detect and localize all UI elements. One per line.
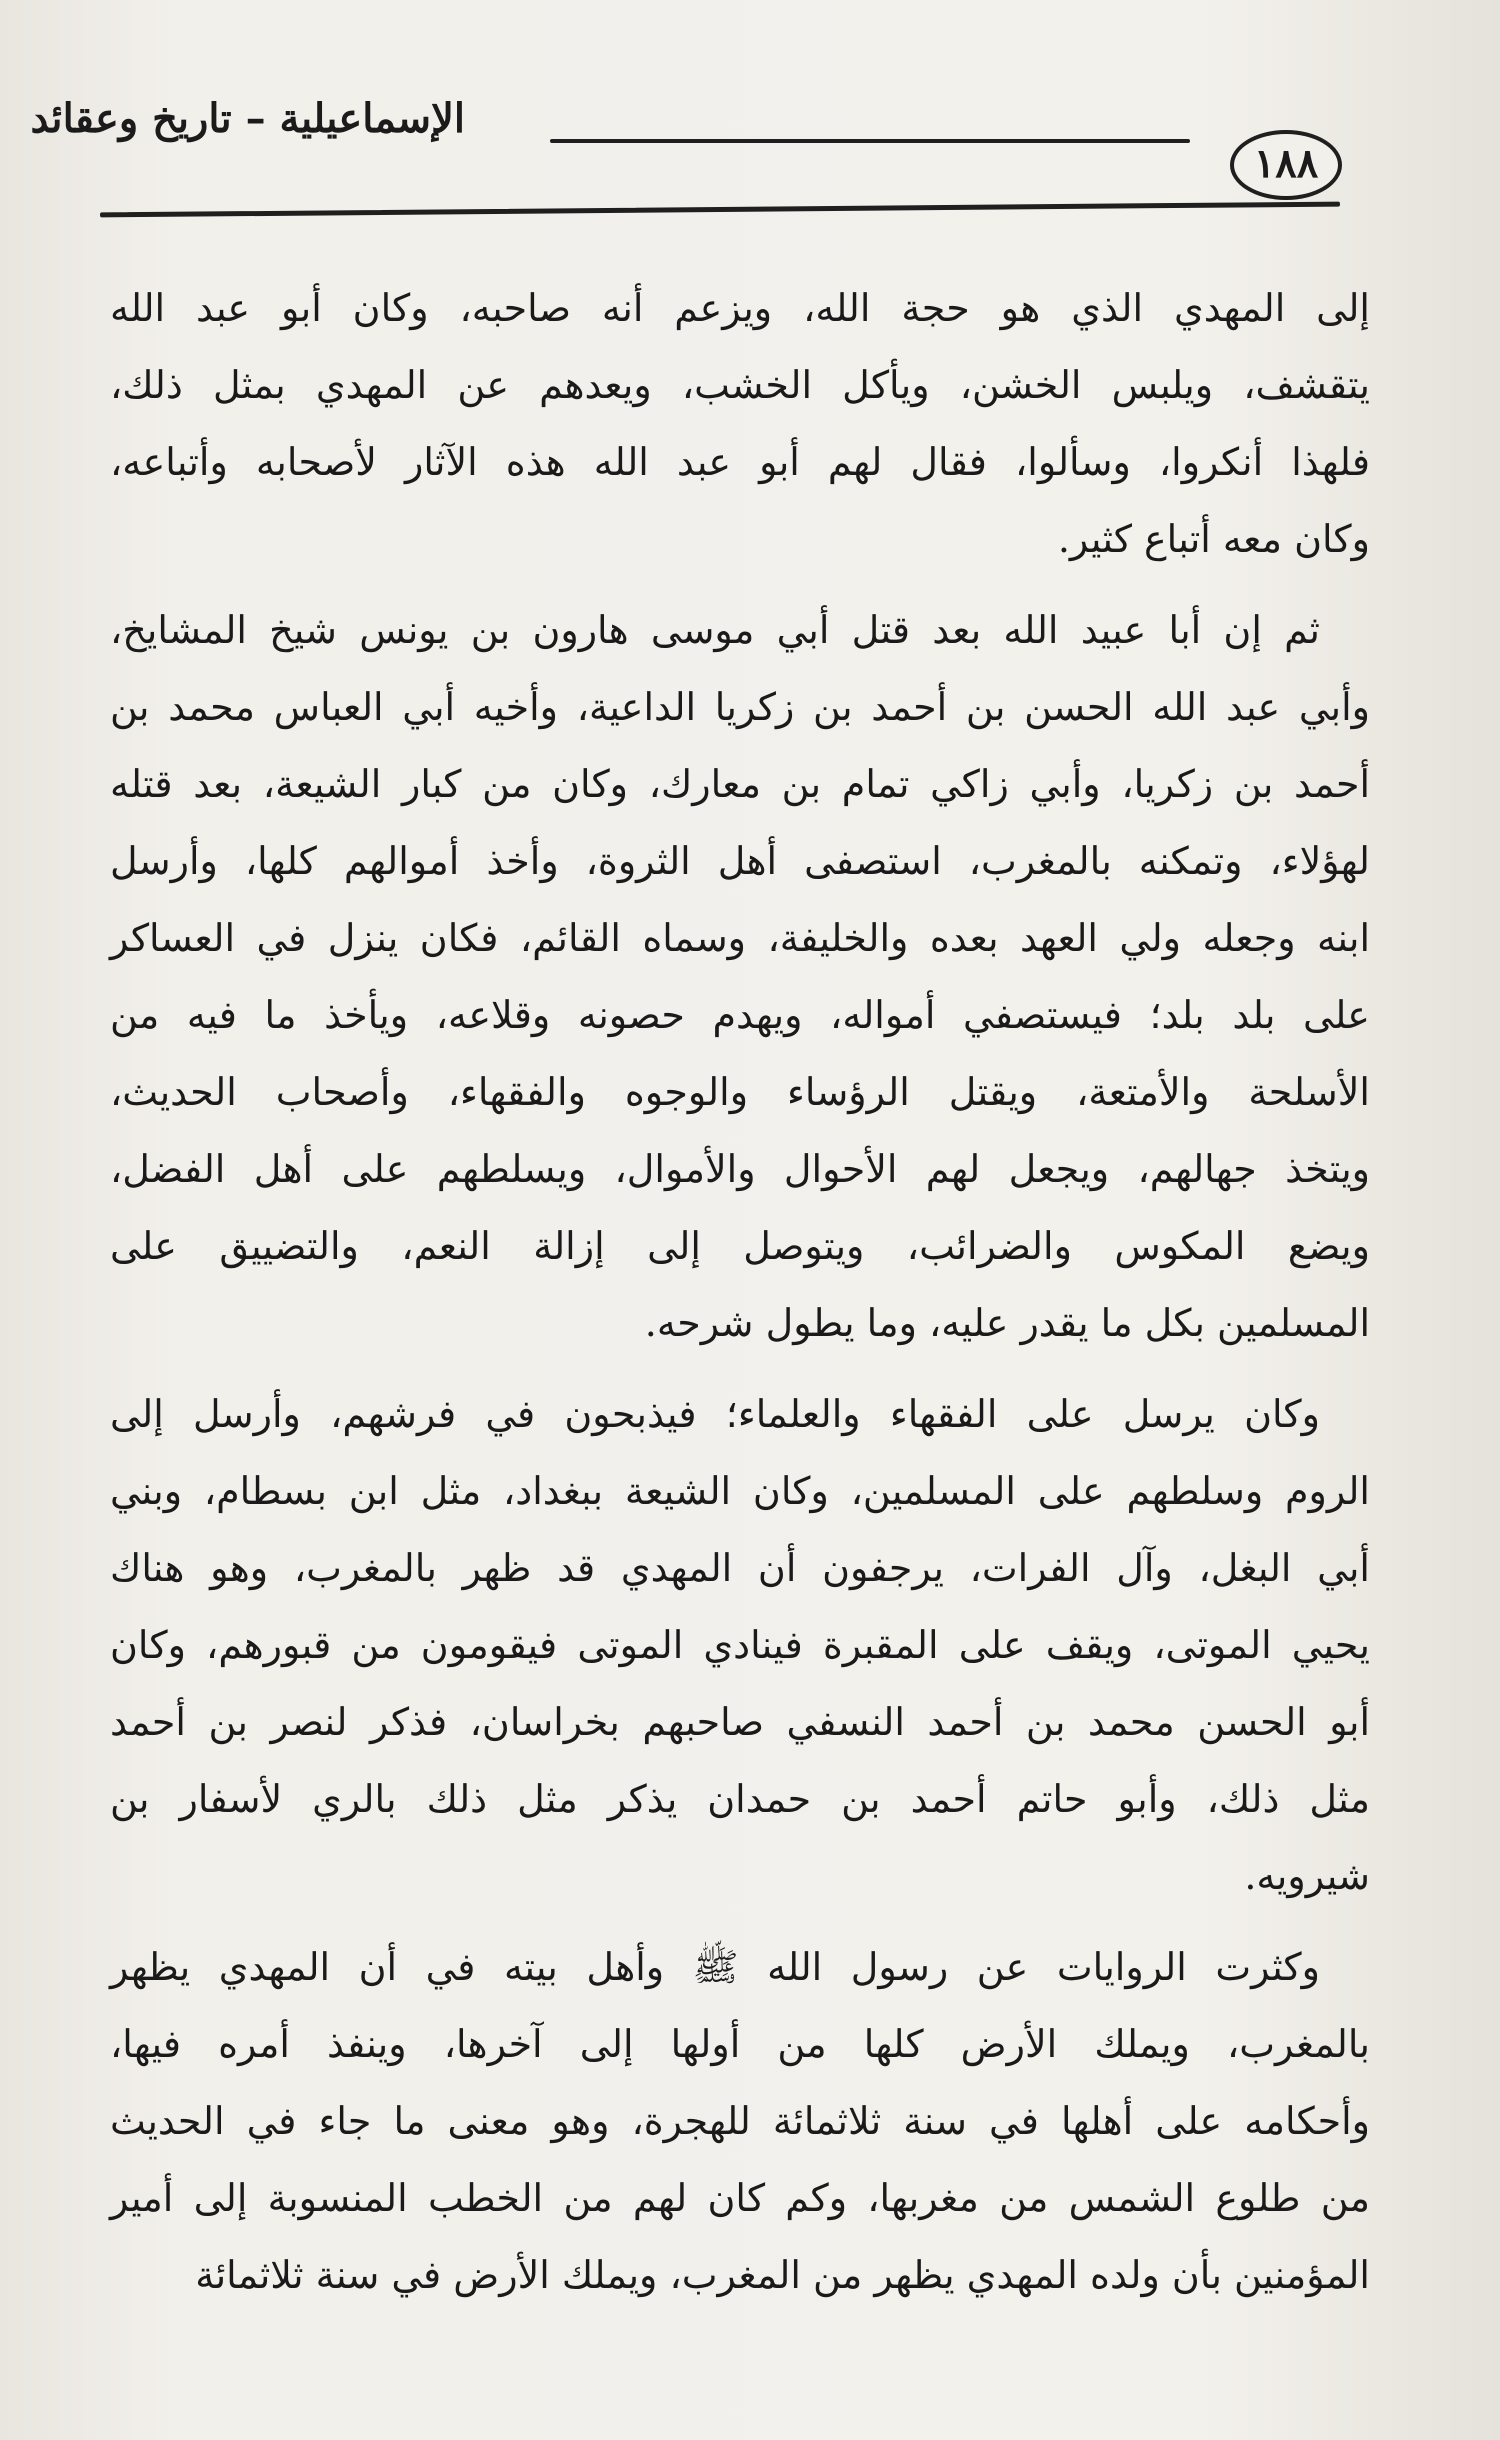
page-number: ١٨٨ — [1253, 140, 1319, 187]
text-line: أبو الحسن محمد بن أحمد النسفي صاحبهم بخراسان، فذكر لنصر بن أحمد — [110, 1700, 1370, 1744]
text-line: بالمغرب، ويملك الأرض كلها من أولها إلى آخرها، وينفذ أمره فيها، — [110, 2022, 1370, 2066]
text-line: ثم إن أبا عبيد الله بعد قتل أبي موسى هارون بن يونس شيخ المشايخ، — [110, 608, 1320, 652]
text-line: أبي البغل، وآل الفرات، يرجفون أن المهدي قد ظهر بالمغرب، وهو هناك — [110, 1546, 1370, 1590]
paragraph — [110, 270, 1370, 578]
text-line: وأحكامه على أهلها في سنة ثلاثمائة للهجرة، وهو معنى ما جاء في الحديث — [110, 2099, 1370, 2143]
text-line: ويضع المكوس والضرائب، ويتوصل إلى إزالة النعم، والتضييق على — [110, 1224, 1370, 1268]
text-line: المؤمنين بأن ولده المهدي يظهر من المغرب، ويملك الأرض في سنة ثلاثمائة — [195, 2253, 1370, 2297]
paragraph — [110, 1929, 1370, 2314]
header-rule-long — [100, 202, 1340, 218]
paragraph-spacer — [110, 1915, 1370, 1929]
text-line: إلى المهدي الذي هو حجة الله، ويزعم أنه صاحبه، وكان أبو عبد الله — [110, 286, 1370, 330]
text-line: يتقشف، ويلبس الخشن، ويأكل الخشب، ويعدهم عن المهدي بمثل ذلك، — [110, 363, 1370, 407]
body-text — [110, 270, 1370, 2314]
text-line: الأسلحة والأمتعة، ويقتل الرؤساء والوجوه والفقهاء، وأصحاب الحديث، — [110, 1070, 1370, 1114]
text-line: وأبي عبد الله الحسن بن أحمد بن زكريا الداعية، وأخيه أبي العباس محمد بن — [110, 685, 1370, 729]
text-line: من طلوع الشمس من مغربها، وكم كان لهم من الخطب المنسوبة إلى أمير — [110, 2176, 1370, 2220]
text-line: على بلد بلد؛ فيستصفي أمواله، ويهدم حصونه وقلاعه، ويأخذ ما فيه من — [110, 993, 1370, 1037]
text-line: يحيي الموتى، ويقف على المقبرة فينادي الموتى فيقومون من قبورهم، وكان — [110, 1623, 1371, 1667]
text-line: وكان يرسل على الفقهاء والعلماء؛ فيذبحون في فرشهم، وأرسل إلى — [110, 1392, 1320, 1436]
page-number-badge — [1230, 130, 1342, 200]
text-line: وكثرت الروايات عن رسول الله ﷺ وأهل بيته في أن المهدي يظهر — [110, 1945, 1320, 1989]
paragraph-spacer — [110, 1362, 1370, 1376]
text-line: ابنه وجعله ولي العهد بعده والخليفة، وسماه القائم، فكان ينزل في العساكر — [110, 916, 1370, 960]
text-line: الروم وسلطهم على المسلمين، وكان الشيعة ببغداد، مثل ابن بسطام، وبني — [110, 1469, 1370, 1513]
paragraph-spacer — [110, 578, 1370, 592]
text-line: وكان معه أتباع كثير. — [1057, 517, 1370, 561]
running-header — [30, 95, 1355, 235]
text-line: المسلمين بكل ما يقدر عليه، وما يطول شرحه. — [644, 1301, 1370, 1345]
paragraph — [110, 592, 1370, 1362]
text-line: لهؤلاء، وتمكنه بالمغرب، استصفى أهل الثروة، وأخذ أموالهم كلها، وأرسل — [110, 839, 1370, 883]
header-title: الإسماعيلية – تاريخ وعقائد — [30, 95, 465, 142]
text-line: شيرويه. — [1244, 1854, 1370, 1898]
text-line: ويتخذ جهالهم، ويجعل لهم الأحوال والأموال، ويسلطهم على أهل الفضل، — [110, 1147, 1370, 1191]
header-rule-short — [550, 139, 1190, 143]
paragraph — [110, 1376, 1370, 1915]
text-line: أحمد بن زكريا، وأبي زاكي تمام بن معارك، وكان من كبار الشيعة، بعد قتله — [110, 762, 1370, 806]
text-line: فلهذا أنكروا، وسألوا، فقال لهم أبو عبد الله هذه الآثار لأصحابه وأتباعه، — [110, 440, 1370, 484]
text-line: مثل ذلك، وأبو حاتم أحمد بن حمدان يذكر مثل ذلك بالري لأسفار بن — [110, 1777, 1370, 1821]
